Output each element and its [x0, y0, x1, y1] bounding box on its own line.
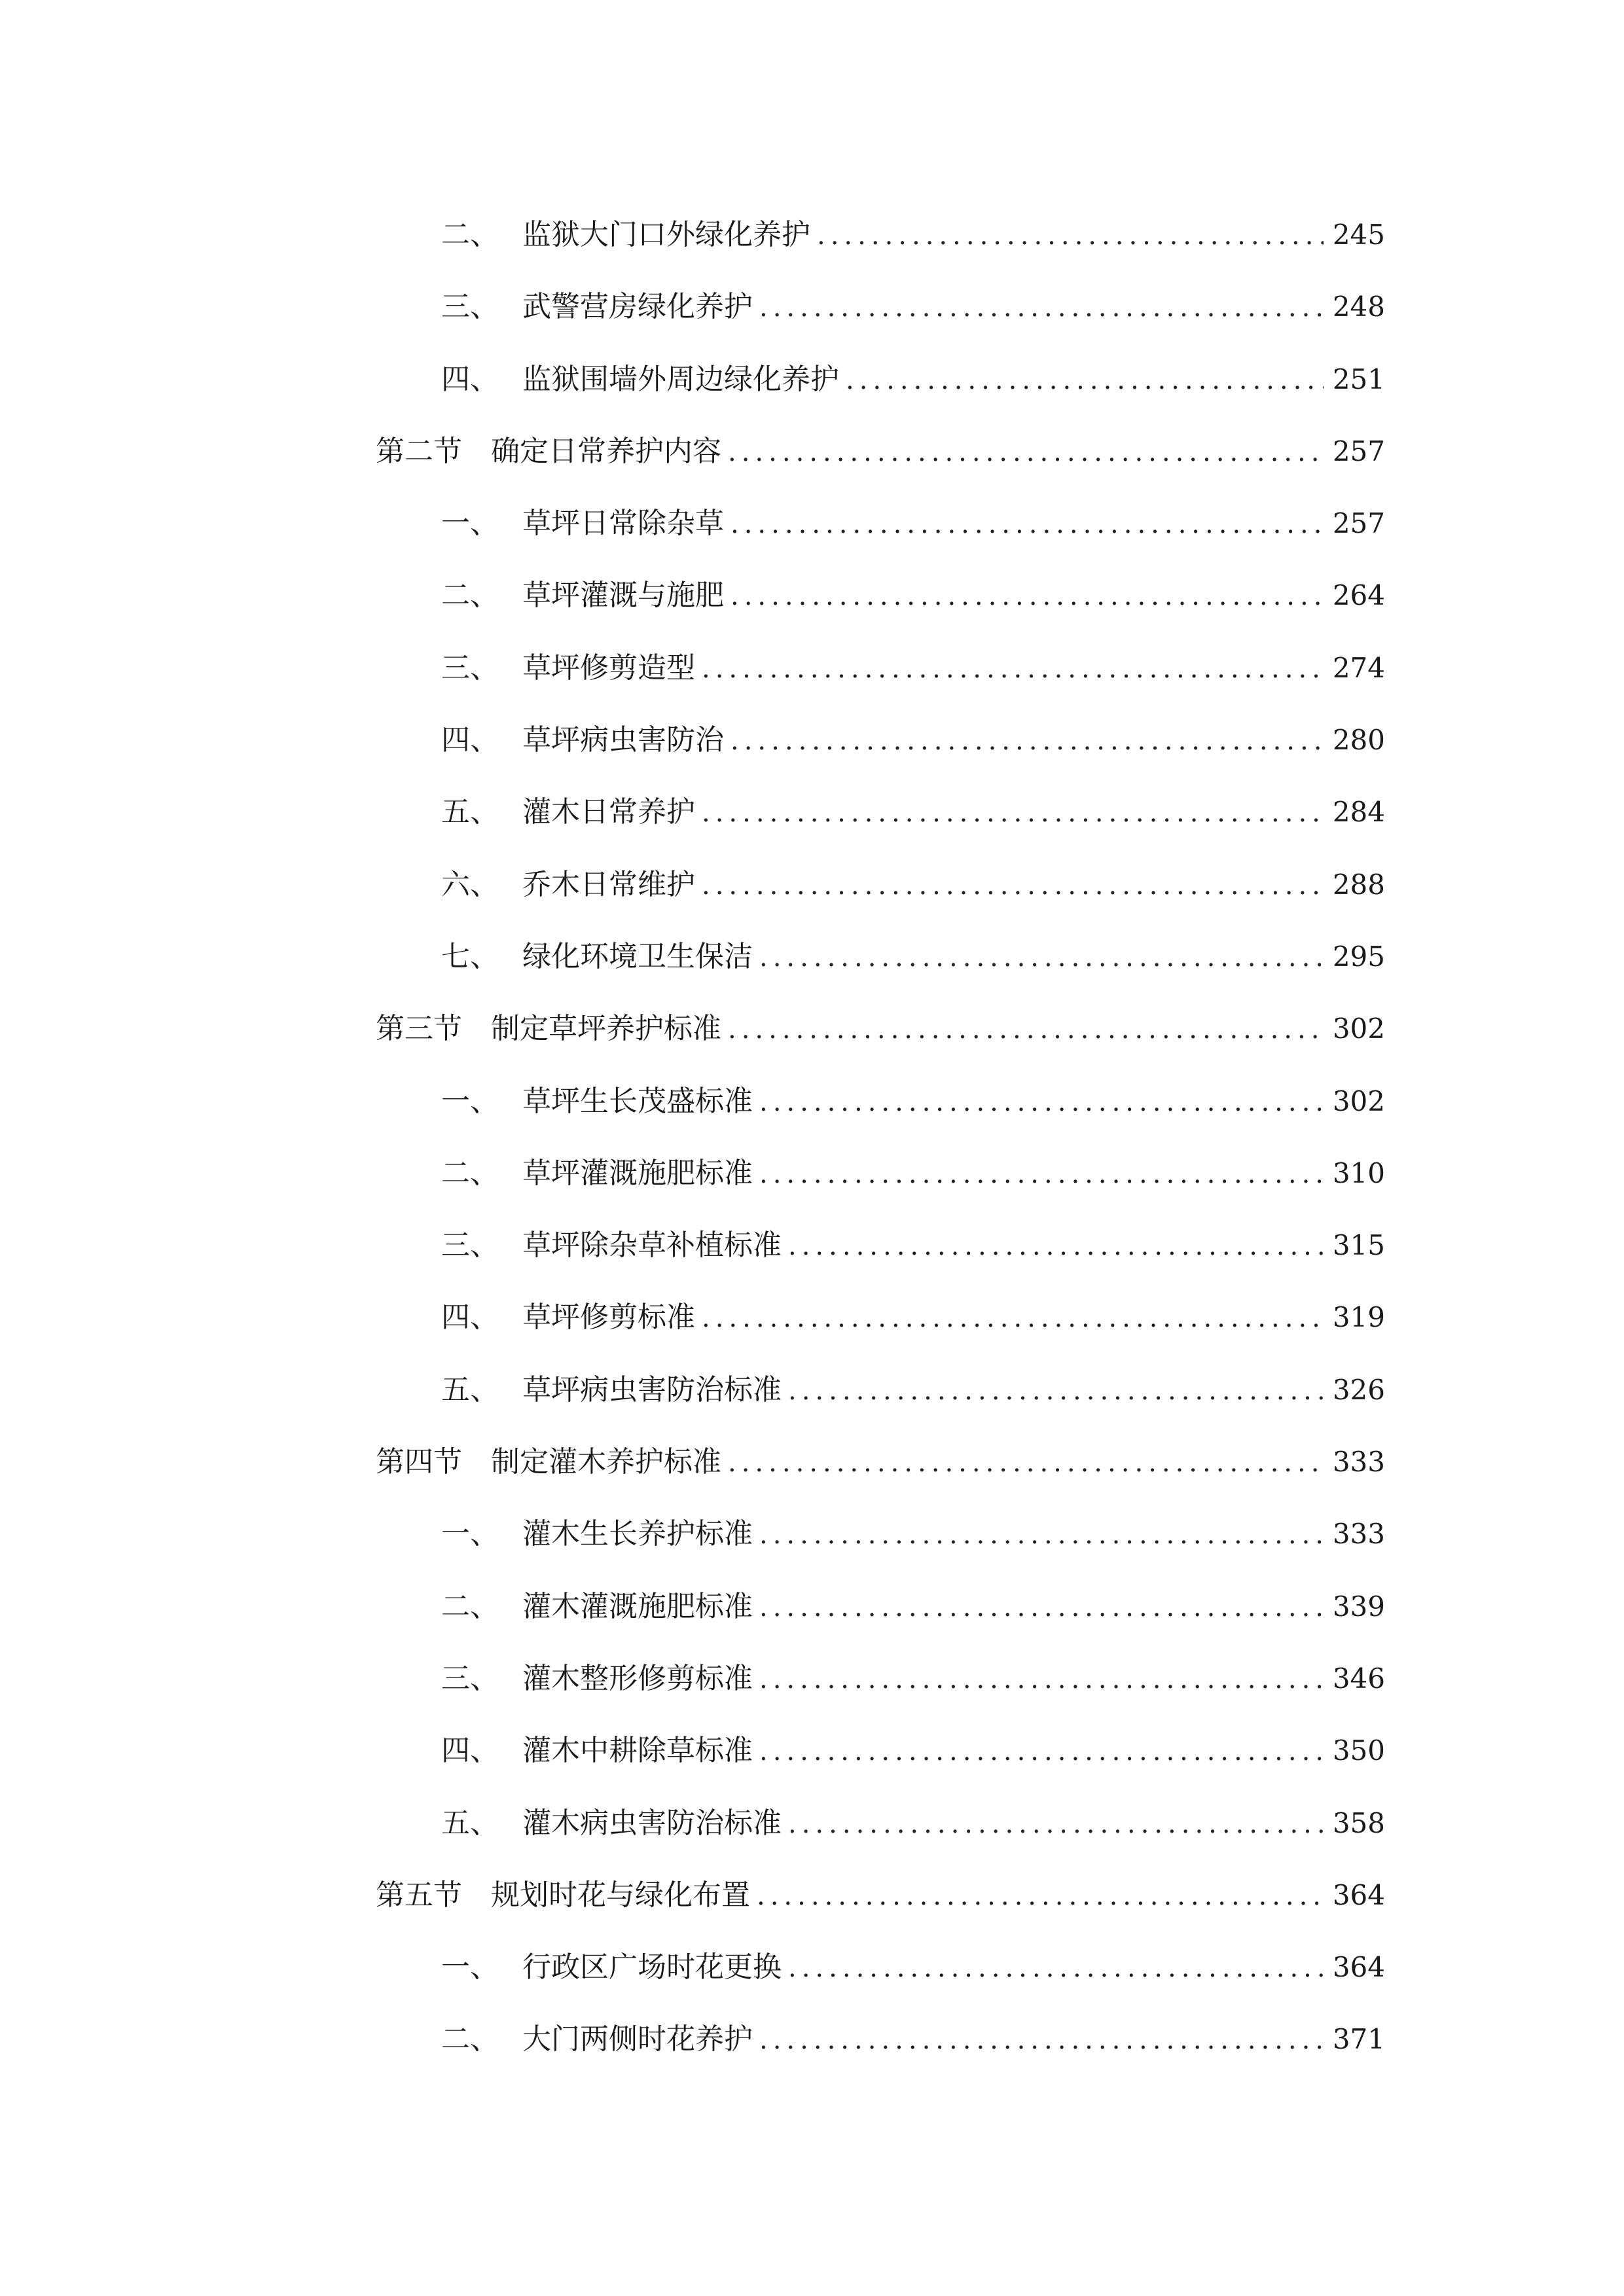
toc-dot-leader	[757, 1860, 1324, 1931]
toc-entry-page: 245	[1332, 219, 1385, 251]
toc-entry-page: 364	[1332, 1951, 1385, 1984]
toc-entry[interactable]	[376, 199, 1385, 271]
toc-entry-page: 310	[1332, 1157, 1385, 1189]
toc-entry-title: 草坪灌溉与施肥	[522, 579, 724, 613]
toc-entry-title: 乔木日常维护	[522, 867, 695, 901]
toc-entry[interactable]	[376, 849, 1385, 921]
toc-entry[interactable]	[376, 1498, 1385, 1570]
toc-entry-title: 灌木生长养护标准	[522, 1517, 753, 1551]
toc-entry[interactable]	[376, 1643, 1385, 1715]
table-of-contents	[376, 199, 1385, 2076]
toc-entry-number: 六、	[441, 867, 499, 901]
toc-dot-leader	[817, 200, 1324, 271]
toc-entry[interactable]	[376, 344, 1385, 416]
toc-dot-leader	[759, 1138, 1324, 1210]
toc-entry-page: 248	[1332, 291, 1385, 323]
toc-entry-page: 319	[1332, 1301, 1385, 1334]
toc-entry-page: 302	[1332, 1013, 1385, 1045]
toc-entry-title: 制定灌木养护标准	[491, 1445, 721, 1479]
toc-entry-page: 339	[1332, 1590, 1385, 1623]
toc-entry-number: 七、	[441, 939, 499, 973]
toc-entry-number: 三、	[441, 651, 499, 685]
toc-entry-title: 草坪生长茂盛标准	[522, 1084, 753, 1118]
toc-entry-page: 302	[1332, 1085, 1385, 1117]
toc-entry-title: 草坪病虫害防治标准	[522, 1372, 782, 1407]
toc-dot-leader	[759, 922, 1324, 993]
toc-entry-number: 二、	[441, 579, 499, 613]
toc-entry-page: 326	[1332, 1373, 1385, 1406]
toc-entry[interactable]	[376, 1354, 1385, 1426]
toc-entry-number: 五、	[441, 1372, 499, 1407]
toc-entry-page: 364	[1332, 1878, 1385, 1911]
toc-dot-leader	[702, 850, 1324, 921]
toc-dot-leader	[702, 777, 1324, 848]
toc-entry-number: 二、	[441, 1156, 499, 1190]
toc-dot-leader	[759, 1571, 1324, 1643]
toc-entry-title: 行政区广场时花更换	[522, 1950, 782, 1984]
toc-entry-title: 灌木灌溉施肥标准	[522, 1589, 753, 1623]
toc-dot-leader	[728, 994, 1324, 1065]
toc-dot-leader	[759, 1715, 1324, 1787]
toc-entry-number: 四、	[441, 1300, 499, 1335]
toc-entry-number: 第三节	[376, 1012, 462, 1046]
toc-dot-leader	[759, 1066, 1324, 1138]
toc-section-entry[interactable]	[376, 416, 1385, 488]
toc-entry[interactable]	[376, 704, 1385, 776]
toc-entry-title: 确定日常养护内容	[491, 434, 721, 468]
toc-entry-number: 一、	[441, 1950, 499, 1984]
toc-entry-page: 257	[1332, 435, 1385, 467]
toc-entry-title: 灌木中耕除草标准	[522, 1734, 753, 1768]
toc-entry-title: 草坪病虫害防治	[522, 723, 724, 757]
toc-entry-number: 第四节	[376, 1445, 462, 1479]
toc-entry-title: 灌木日常养护	[522, 795, 695, 829]
toc-dot-leader	[728, 416, 1324, 488]
toc-entry-number: 三、	[441, 1661, 499, 1695]
toc-dot-leader	[759, 272, 1324, 343]
toc-entry-number: 五、	[441, 1806, 499, 1840]
toc-entry-title: 武警营房绿化养护	[522, 290, 753, 324]
toc-entry[interactable]	[376, 271, 1385, 343]
toc-dot-leader	[788, 1210, 1324, 1282]
toc-entry-page: 346	[1332, 1662, 1385, 1695]
toc-entry[interactable]	[376, 776, 1385, 848]
toc-entry[interactable]	[376, 1282, 1385, 1354]
toc-entry-number: 四、	[441, 1734, 499, 1768]
toc-entry-title: 灌木病虫害防治标准	[522, 1806, 782, 1840]
toc-entry-title: 监狱围墙外周边绿化养护	[522, 362, 839, 396]
toc-entry-title: 草坪日常除杂草	[522, 507, 724, 541]
toc-entry[interactable]	[376, 1066, 1385, 1138]
toc-entry[interactable]	[376, 560, 1385, 632]
toc-section-entry[interactable]	[376, 1859, 1385, 1931]
toc-dot-leader	[759, 1499, 1324, 1570]
toc-entry-page: 274	[1332, 651, 1385, 684]
toc-dot-leader	[788, 1788, 1324, 1859]
toc-entry[interactable]	[376, 921, 1385, 993]
toc-entry-page: 288	[1332, 868, 1385, 901]
toc-entry-number: 五、	[441, 795, 499, 829]
toc-entry-page: 371	[1332, 2023, 1385, 2056]
toc-entry-title: 规划时花与绿化布置	[491, 1878, 750, 1912]
toc-dot-leader	[702, 633, 1324, 704]
toc-entry-number: 四、	[441, 362, 499, 396]
toc-dot-leader	[728, 1427, 1324, 1498]
toc-entry-number: 第五节	[376, 1878, 462, 1912]
toc-entry-title: 草坪修剪造型	[522, 651, 695, 685]
toc-entry-title: 草坪灌溉施肥标准	[522, 1156, 753, 1190]
toc-entry[interactable]	[376, 1138, 1385, 1210]
toc-entry-number: 二、	[441, 218, 499, 251]
toc-entry-page: 284	[1332, 796, 1385, 829]
toc-entry-number: 四、	[441, 723, 499, 757]
toc-entry-page: 280	[1332, 724, 1385, 757]
toc-section-entry[interactable]	[376, 1426, 1385, 1498]
toc-entry-title: 草坪修剪标准	[522, 1300, 695, 1335]
toc-entry-title: 绿化环境卫生保洁	[522, 939, 753, 973]
toc-entry[interactable]	[376, 1787, 1385, 1859]
toc-entry-number: 一、	[441, 507, 499, 541]
toc-entry[interactable]	[376, 1210, 1385, 1282]
toc-entry-number: 一、	[441, 1084, 499, 1118]
toc-dot-leader	[731, 705, 1324, 776]
toc-dot-leader	[702, 1282, 1324, 1354]
toc-entry[interactable]	[376, 1715, 1385, 1787]
toc-dot-leader	[788, 1932, 1324, 2003]
toc-section-entry[interactable]	[376, 993, 1385, 1065]
toc-entry[interactable]	[376, 1931, 1385, 2003]
toc-entry-page: 333	[1332, 1518, 1385, 1551]
toc-entry[interactable]	[376, 2003, 1385, 2075]
toc-dot-leader	[759, 1643, 1324, 1715]
toc-entry-number: 三、	[441, 290, 499, 324]
toc-entry[interactable]	[376, 488, 1385, 560]
toc-dot-leader	[731, 560, 1324, 632]
toc-entry-title: 灌木整形修剪标准	[522, 1661, 753, 1695]
toc-entry-page: 333	[1332, 1446, 1385, 1479]
toc-entry-page: 257	[1332, 507, 1385, 540]
toc-dot-leader	[846, 344, 1324, 416]
toc-entry-title: 制定草坪养护标准	[491, 1012, 721, 1046]
toc-entry-title: 大门两侧时花养护	[522, 2022, 753, 2056]
toc-entry-page: 251	[1332, 363, 1385, 395]
toc-dot-leader	[788, 1355, 1324, 1426]
toc-entry-title: 监狱大门口外绿化养护	[522, 218, 810, 251]
toc-dot-leader	[731, 488, 1324, 560]
toc-entry-page: 264	[1332, 579, 1385, 612]
toc-entry-number: 第二节	[376, 434, 462, 468]
toc-entry-number: 二、	[441, 2022, 499, 2056]
toc-entry-number: 一、	[441, 1517, 499, 1551]
toc-dot-leader	[759, 2004, 1324, 2075]
toc-entry-page: 358	[1332, 1806, 1385, 1839]
toc-entry-page: 350	[1332, 1734, 1385, 1767]
toc-entry-number: 三、	[441, 1229, 499, 1263]
toc-entry[interactable]	[376, 632, 1385, 704]
toc-entry-number: 二、	[441, 1589, 499, 1623]
toc-entry[interactable]	[376, 1571, 1385, 1643]
toc-entry-page: 295	[1332, 940, 1385, 973]
toc-entry-title: 草坪除杂草补植标准	[522, 1229, 782, 1263]
toc-entry-page: 315	[1332, 1229, 1385, 1262]
